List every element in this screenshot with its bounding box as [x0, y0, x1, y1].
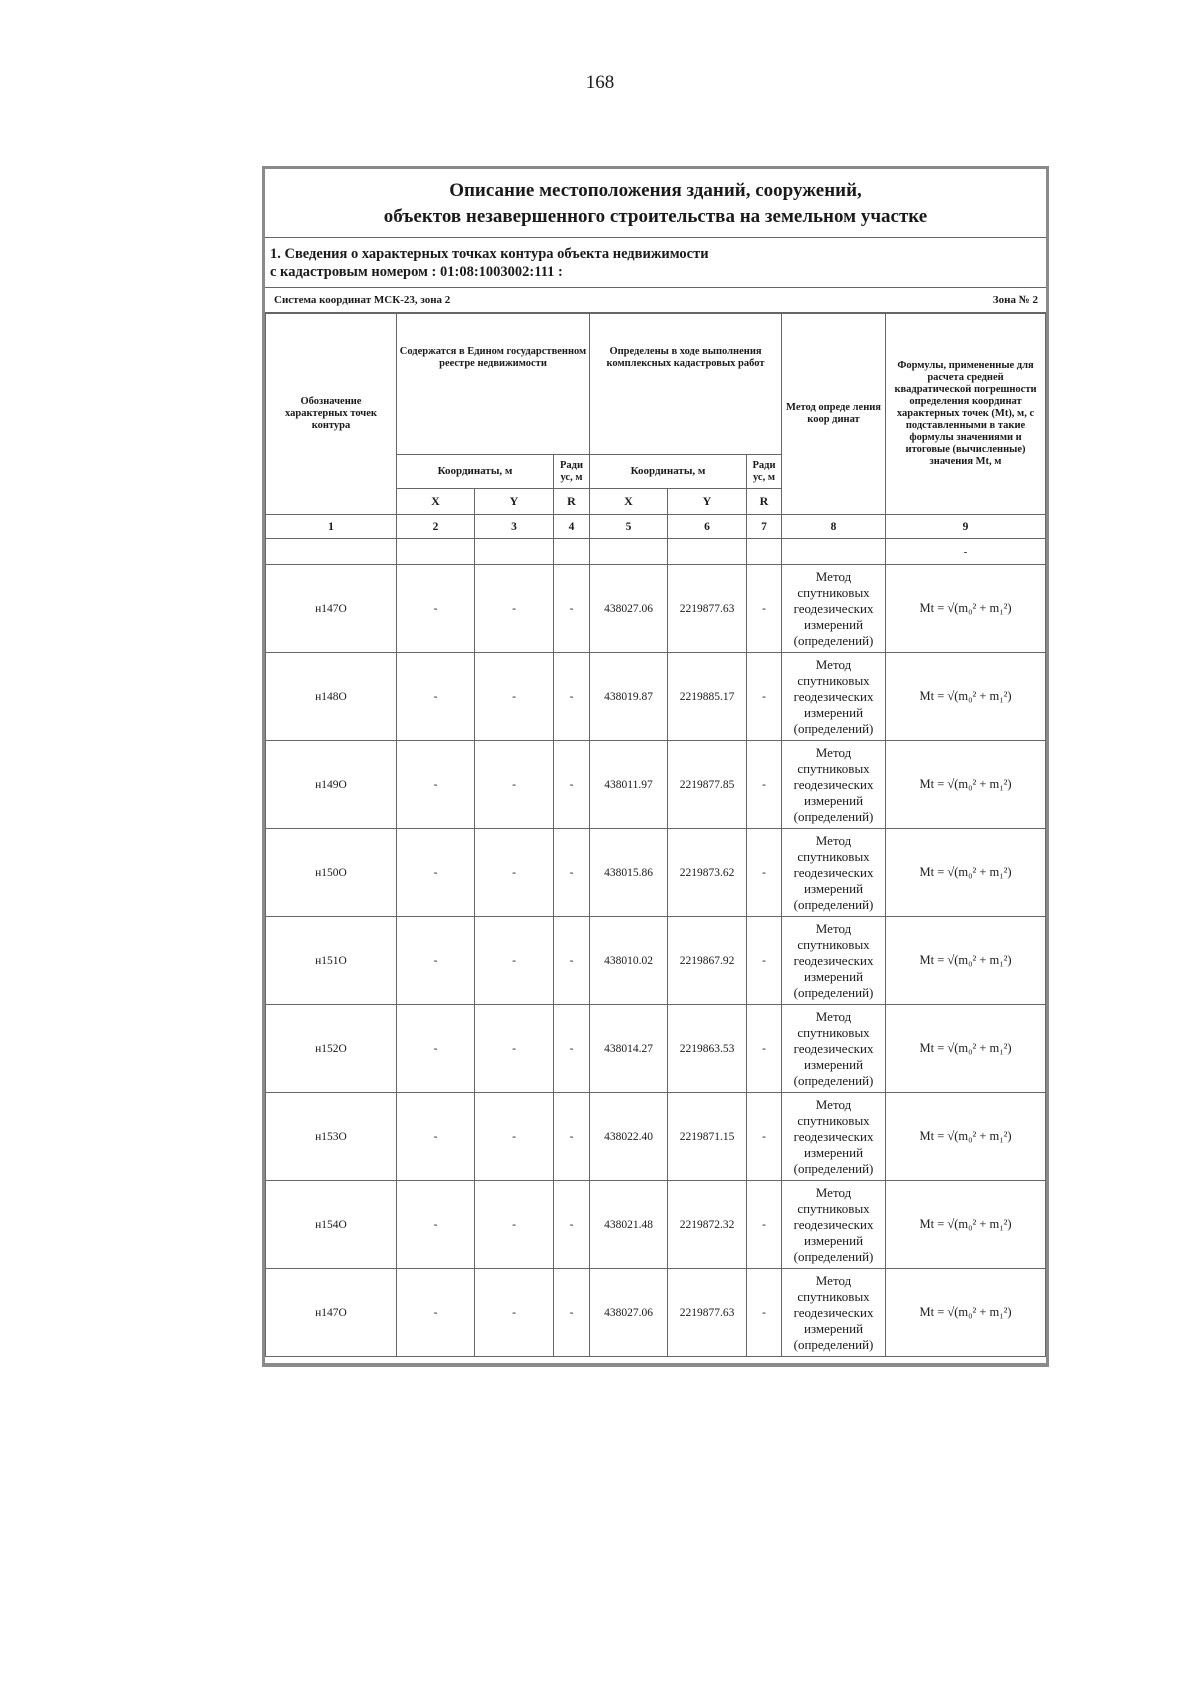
page-number: 168: [585, 72, 615, 93]
egrn-x-cell: -: [397, 565, 475, 653]
method-cell: Метод спутниковых геодезических измерений (определений): [782, 653, 886, 741]
table-row: [266, 565, 1046, 653]
column-number: 7: [747, 515, 782, 539]
point-cell: н152О: [266, 1005, 397, 1093]
egrn-y-cell: -: [475, 741, 554, 829]
empty-cell: [397, 539, 475, 565]
egrn-y-cell: -: [475, 917, 554, 1005]
x-cell: 438011.97: [590, 741, 668, 829]
point-cell: н147О: [266, 1269, 397, 1357]
header-works-radius: Ради ус, м: [747, 455, 782, 489]
y-cell: 2219885.17: [668, 653, 747, 741]
formula-cell: Mt = √(m₀² + m₁²): [886, 565, 1046, 653]
egrn-r-cell: -: [554, 829, 590, 917]
x-cell: 438015.86: [590, 829, 668, 917]
egrn-r-cell: -: [554, 565, 590, 653]
y-cell: 2219873.62: [668, 829, 747, 917]
egrn-r-cell: -: [554, 741, 590, 829]
header-formula: Формулы, примененные для расчета средней квадратической погрешности определения координат характерных точек (Mt), м, с подставленными в такие формулы значениями и итоговые (вычисленные) значения Mt, м: [886, 314, 1046, 515]
egrn-y-cell: -: [475, 1269, 554, 1357]
egrn-y-cell: -: [475, 1005, 554, 1093]
egrn-x-cell: -: [397, 1181, 475, 1269]
table-row: [266, 1093, 1046, 1181]
empty-cell: [782, 539, 886, 565]
y-cell: 2219872.32: [668, 1181, 747, 1269]
egrn-x-cell: -: [397, 829, 475, 917]
header-works-group: Определены в ходе выполнения комплексных кадастровых работ: [590, 314, 782, 455]
y-cell: 2219877.63: [668, 565, 747, 653]
method-cell: Метод спутниковых геодезических измерений (определений): [782, 1181, 886, 1269]
header-works-coords: Координаты, м: [590, 455, 747, 489]
document-title: [265, 169, 1046, 238]
header-egrn-group: Содержатся в Едином государственном реестре недвижимости: [397, 314, 590, 455]
empty-row: [266, 539, 1046, 565]
r-cell: -: [747, 741, 782, 829]
coordinates-table: [265, 313, 1046, 1357]
formula-cell: Mt = √(m₀² + m₁²): [886, 917, 1046, 1005]
egrn-x-cell: -: [397, 1093, 475, 1181]
r-cell: -: [747, 1269, 782, 1357]
empty-cell: [554, 539, 590, 565]
point-cell: н150О: [266, 829, 397, 917]
method-cell: Метод спутниковых геодезических измерений (определений): [782, 1005, 886, 1093]
header-egrn-y: Y: [475, 489, 554, 515]
egrn-r-cell: -: [554, 1093, 590, 1181]
zone-label: Зона № 2: [992, 294, 1038, 306]
header-egrn-coords: Координаты, м: [397, 455, 554, 489]
empty-cell: [668, 539, 747, 565]
header-method: Метод опреде ления коор динат: [782, 314, 886, 515]
header-point-designation: Обозначение характерных точек контура: [266, 314, 397, 515]
x-cell: 438027.06: [590, 1269, 668, 1357]
egrn-x-cell: -: [397, 653, 475, 741]
formula-cell: Mt = √(m₀² + m₁²): [886, 653, 1046, 741]
r-cell: -: [747, 917, 782, 1005]
column-number: 9: [886, 515, 1046, 539]
section-heading: [265, 238, 1046, 288]
egrn-r-cell: -: [554, 1269, 590, 1357]
table-row: [266, 1269, 1046, 1357]
egrn-r-cell: -: [554, 1005, 590, 1093]
column-number: 6: [668, 515, 747, 539]
egrn-x-cell: -: [397, 741, 475, 829]
r-cell: -: [747, 1093, 782, 1181]
egrn-y-cell: -: [475, 829, 554, 917]
formula-cell: Mt = √(m₀² + m₁²): [886, 1269, 1046, 1357]
section-line-1: 1. Сведения о характерных точках контура объекта недвижимости: [270, 246, 709, 262]
x-cell: 438021.48: [590, 1181, 668, 1269]
egrn-y-cell: -: [475, 565, 554, 653]
egrn-y-cell: -: [475, 1181, 554, 1269]
header-egrn-radius: Ради ус, м: [554, 455, 590, 489]
point-cell: н153О: [266, 1093, 397, 1181]
method-cell: Метод спутниковых геодезических измерений (определений): [782, 741, 886, 829]
r-cell: -: [747, 1181, 782, 1269]
r-cell: -: [747, 1005, 782, 1093]
point-cell: н149О: [266, 741, 397, 829]
point-cell: н148О: [266, 653, 397, 741]
column-number: 4: [554, 515, 590, 539]
table-row: [266, 917, 1046, 1005]
egrn-y-cell: -: [475, 653, 554, 741]
header-works-x: X: [590, 489, 668, 515]
y-cell: 2219877.63: [668, 1269, 747, 1357]
egrn-x-cell: -: [397, 1269, 475, 1357]
table-row: [266, 829, 1046, 917]
header-egrn-r: R: [554, 489, 590, 515]
y-cell: 2219871.15: [668, 1093, 747, 1181]
title-line-2: объектов незавершенного строительства на земельном участке: [383, 206, 928, 227]
point-cell: н151О: [266, 917, 397, 1005]
method-cell: Метод спутниковых геодезических измерений (определений): [782, 1093, 886, 1181]
formula-cell: Mt = √(m₀² + m₁²): [886, 1093, 1046, 1181]
title-line-1: Описание местоположения зданий, сооружений,: [449, 180, 862, 201]
method-cell: Метод спутниковых геодезических измерений (определений): [782, 565, 886, 653]
method-cell: Метод спутниковых геодезических измерений (определений): [782, 1269, 886, 1357]
header-works-y: Y: [668, 489, 747, 515]
egrn-x-cell: -: [397, 1005, 475, 1093]
r-cell: -: [747, 565, 782, 653]
column-number-row: [266, 515, 1046, 539]
column-number: 1: [266, 515, 397, 539]
header-egrn-x: X: [397, 489, 475, 515]
x-cell: 438027.06: [590, 565, 668, 653]
egrn-r-cell: -: [554, 653, 590, 741]
empty-cell: [475, 539, 554, 565]
table-row: [266, 741, 1046, 829]
table-row: [266, 1005, 1046, 1093]
column-number: 8: [782, 515, 886, 539]
r-cell: -: [747, 653, 782, 741]
method-cell: Метод спутниковых геодезических измерений (определений): [782, 917, 886, 1005]
empty-cell: [747, 539, 782, 565]
table-row: [266, 653, 1046, 741]
document-frame: [262, 166, 1049, 1367]
empty-row-mark: -: [886, 539, 1046, 565]
empty-cell: [590, 539, 668, 565]
y-cell: 2219877.85: [668, 741, 747, 829]
table-row: [266, 1181, 1046, 1269]
formula-cell: Mt = √(m₀² + m₁²): [886, 741, 1046, 829]
column-number: 2: [397, 515, 475, 539]
formula-cell: Mt = √(m₀² + m₁²): [886, 1181, 1046, 1269]
egrn-r-cell: -: [554, 1181, 590, 1269]
formula-cell: Mt = √(m₀² + m₁²): [886, 1005, 1046, 1093]
header-works-r: R: [747, 489, 782, 515]
x-cell: 438014.27: [590, 1005, 668, 1093]
point-cell: н147О: [266, 565, 397, 653]
section-line-2: с кадастровым номером : 01:08:1003002:111 :: [270, 264, 563, 280]
r-cell: -: [747, 829, 782, 917]
coordinate-system-row: [265, 288, 1046, 313]
x-cell: 438022.40: [590, 1093, 668, 1181]
formula-cell: Mt = √(m₀² + m₁²): [886, 829, 1046, 917]
x-cell: 438019.87: [590, 653, 668, 741]
column-number: 3: [475, 515, 554, 539]
empty-cell: [266, 539, 397, 565]
coordinate-system-label: Система координат МСК-23, зона 2: [274, 294, 451, 306]
x-cell: 438010.02: [590, 917, 668, 1005]
column-number: 5: [590, 515, 668, 539]
y-cell: 2219863.53: [668, 1005, 747, 1093]
y-cell: 2219867.92: [668, 917, 747, 1005]
egrn-y-cell: -: [475, 1093, 554, 1181]
point-cell: н154О: [266, 1181, 397, 1269]
egrn-r-cell: -: [554, 917, 590, 1005]
egrn-x-cell: -: [397, 917, 475, 1005]
method-cell: Метод спутниковых геодезических измерений (определений): [782, 829, 886, 917]
